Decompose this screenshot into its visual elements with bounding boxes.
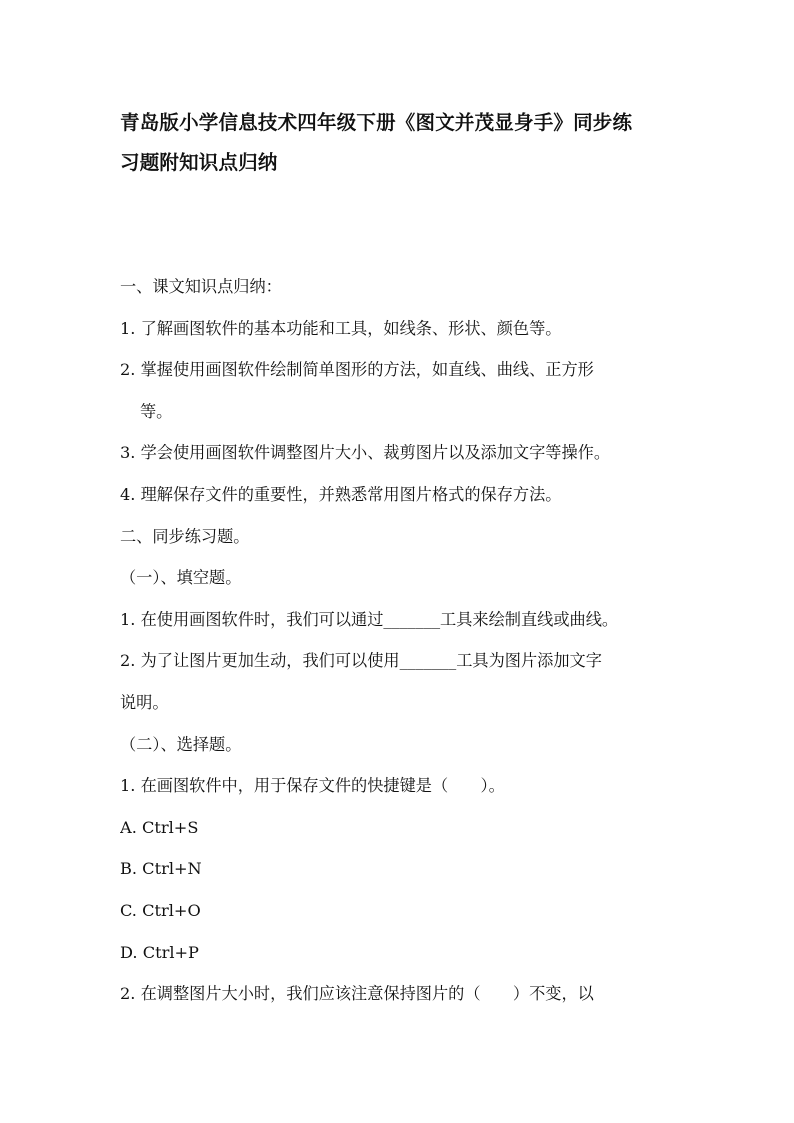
fill-in-question-1: 1. 在使用画图软件时，我们可以通过_______工具来绘制直线或曲线。 — [120, 609, 619, 629]
document-title — [120, 103, 680, 183]
fill-in-question-2-continued: 说明。 — [120, 692, 169, 712]
choice-question-1: 1. 在画图软件中，用于保存文件的快捷键是（ ）。 — [120, 776, 505, 796]
title-line-2: 习题附知识点归纳 — [120, 151, 278, 174]
subsection-fill-in-blank: （一）、填空题。 — [120, 568, 242, 588]
choice-option-a: A. Ctrl+S — [120, 817, 199, 837]
choice-option-b: B. Ctrl+N — [120, 859, 202, 879]
choice-option-d: D. Ctrl+P — [120, 942, 199, 962]
knowledge-point-3: 3. 学会使用画图软件调整图片大小、裁剪图片以及添加文字等操作。 — [120, 443, 611, 463]
fill-in-question-2: 2. 为了让图片更加生动，我们可以使用_______工具为图片添加文字 — [120, 651, 602, 671]
section-heading-knowledge: 一、课文知识点归纳： — [120, 277, 282, 296]
knowledge-point-2-continued: 等。 — [140, 401, 173, 421]
choice-question-2: 2. 在调整图片大小时，我们应该注意保持图片的（ ）不变，以 — [120, 984, 594, 1004]
document-body — [120, 266, 680, 1015]
knowledge-point-2: 2. 掌握使用画图软件绘制简单图形的方法，如直线、曲线、正方形 — [120, 360, 594, 380]
knowledge-point-1: 1. 了解画图软件的基本功能和工具，如线条、形状、颜色等。 — [120, 318, 562, 338]
title-line-1: 青岛版小学信息技术四年级下册《图文并茂显身手》同步练 — [120, 111, 633, 134]
subsection-multiple-choice: （二）、选择题。 — [120, 734, 242, 754]
choice-option-c: C. Ctrl+O — [120, 900, 201, 920]
knowledge-point-4: 4. 理解保存文件的重要性，并熟悉常用图片格式的保存方法。 — [120, 484, 562, 504]
section-heading-exercises: 二、同步练习题。 — [120, 526, 250, 546]
